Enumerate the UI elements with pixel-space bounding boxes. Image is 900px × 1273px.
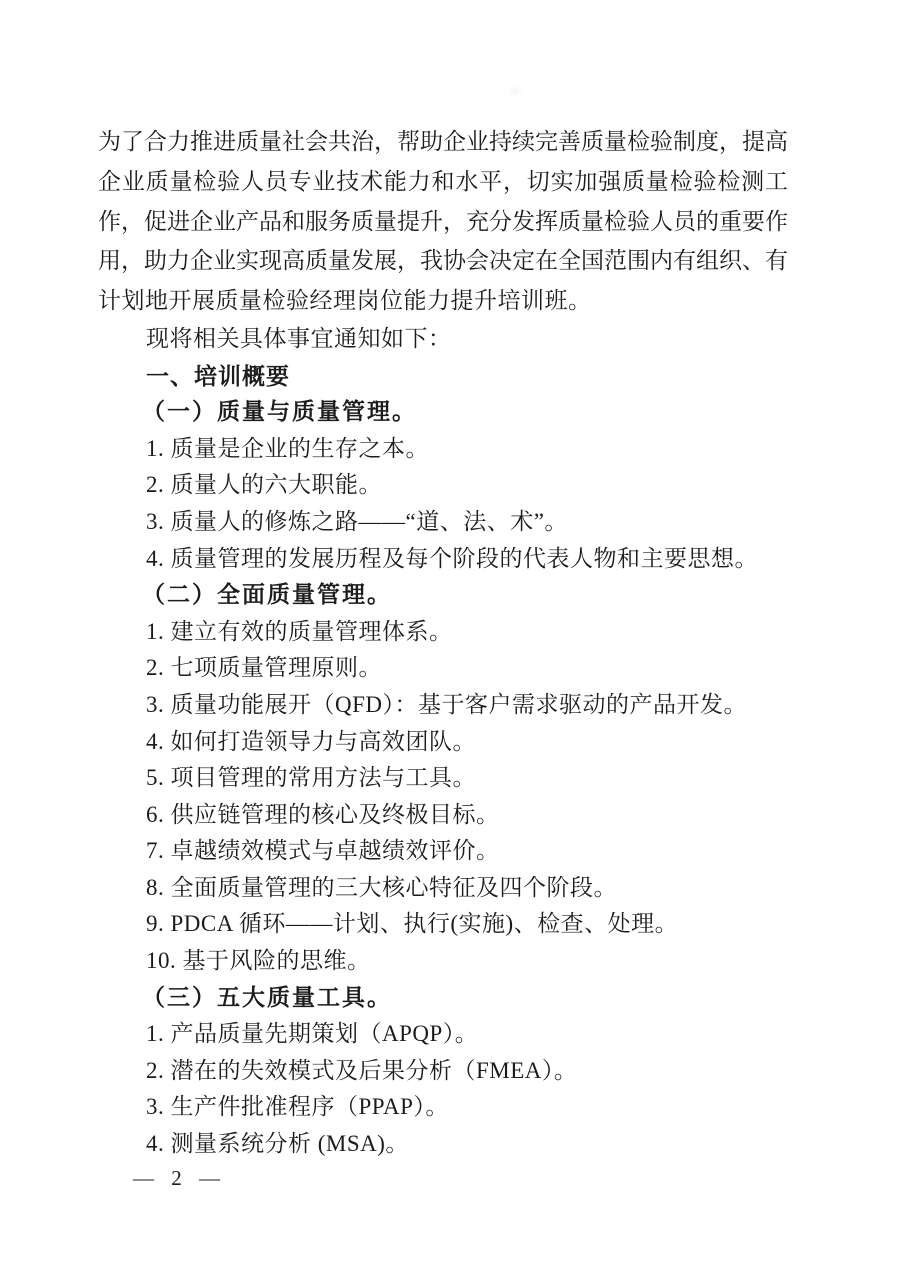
list-item: 1. 质量是企业的生存之本。: [146, 435, 429, 461]
list-item: 2. 潜在的失效模式及后果分析（FMEA）。: [146, 1057, 578, 1083]
subsection-1-title: （一）质量与质量管理。: [142, 399, 417, 425]
list-item: 4. 如何打造领导力与高效团队。: [146, 728, 476, 754]
list-item: 6. 供应链管理的核心及终极目标。: [146, 801, 500, 827]
list-item: 1. 产品质量先期策划（APQP）。: [146, 1021, 479, 1047]
document-body: [98, 122, 788, 1163]
list-item: 3. 质量功能展开（QFD）：基于客户需求驱动的产品开发。: [146, 691, 748, 717]
subsection-3-title: （三）五大质量工具。: [142, 984, 392, 1010]
intro-paragraph-line: 为了合力推进质量社会共治，帮助企业持续完善质量检验制度，提高: [98, 129, 788, 154]
list-item: 7. 卓越绩效模式与卓越绩效评价。: [146, 838, 500, 864]
list-item: 4. 质量管理的发展历程及每个阶段的代表人物和主要思想。: [146, 545, 758, 571]
page-number: — 2 —: [133, 1166, 226, 1190]
list-item: 1. 建立有效的质量管理体系。: [146, 618, 453, 644]
list-item: 5. 项目管理的常用方法与工具。: [146, 765, 476, 791]
scan-smudge-artifact: [510, 88, 520, 94]
list-item: 3. 生产件批准程序（PPAP）。: [146, 1094, 449, 1120]
intro-paragraph-line: 计划地开展质量检验经理岗位能力提升培训班。: [98, 288, 592, 314]
subsection-2-title: （二）全面质量管理。: [142, 582, 392, 608]
list-item: 2. 质量人的六大职能。: [146, 472, 382, 498]
notice-line: 现将相关具体事宜通知如下：: [146, 325, 452, 351]
intro-paragraph-line: 用，助力企业实现高质量发展，我协会决定在全国范围内有组织、有: [98, 248, 788, 274]
intro-paragraph-line: 企业质量检验人员专业技术能力和水平，切实加强质量检验检测工: [98, 168, 788, 194]
list-item: 2. 七项质量管理原则。: [146, 655, 382, 681]
list-item: 3. 质量人的修炼之路——“道、法、术”。: [146, 508, 568, 534]
list-item: 9. PDCA 循环——计划、执行(实施)、检查、处理。: [146, 911, 679, 937]
intro-paragraph-line: 作，促进企业产品和服务质量提升，充分发挥质量检验人员的重要作: [98, 208, 788, 234]
list-item: 4. 测量系统分析 (MSA)。: [146, 1131, 409, 1157]
list-item: 10. 基于风险的思维。: [146, 948, 371, 974]
section-heading: 一、培训概要: [146, 362, 290, 389]
list-item: 8. 全面质量管理的三大核心特征及四个阶段。: [146, 874, 617, 900]
